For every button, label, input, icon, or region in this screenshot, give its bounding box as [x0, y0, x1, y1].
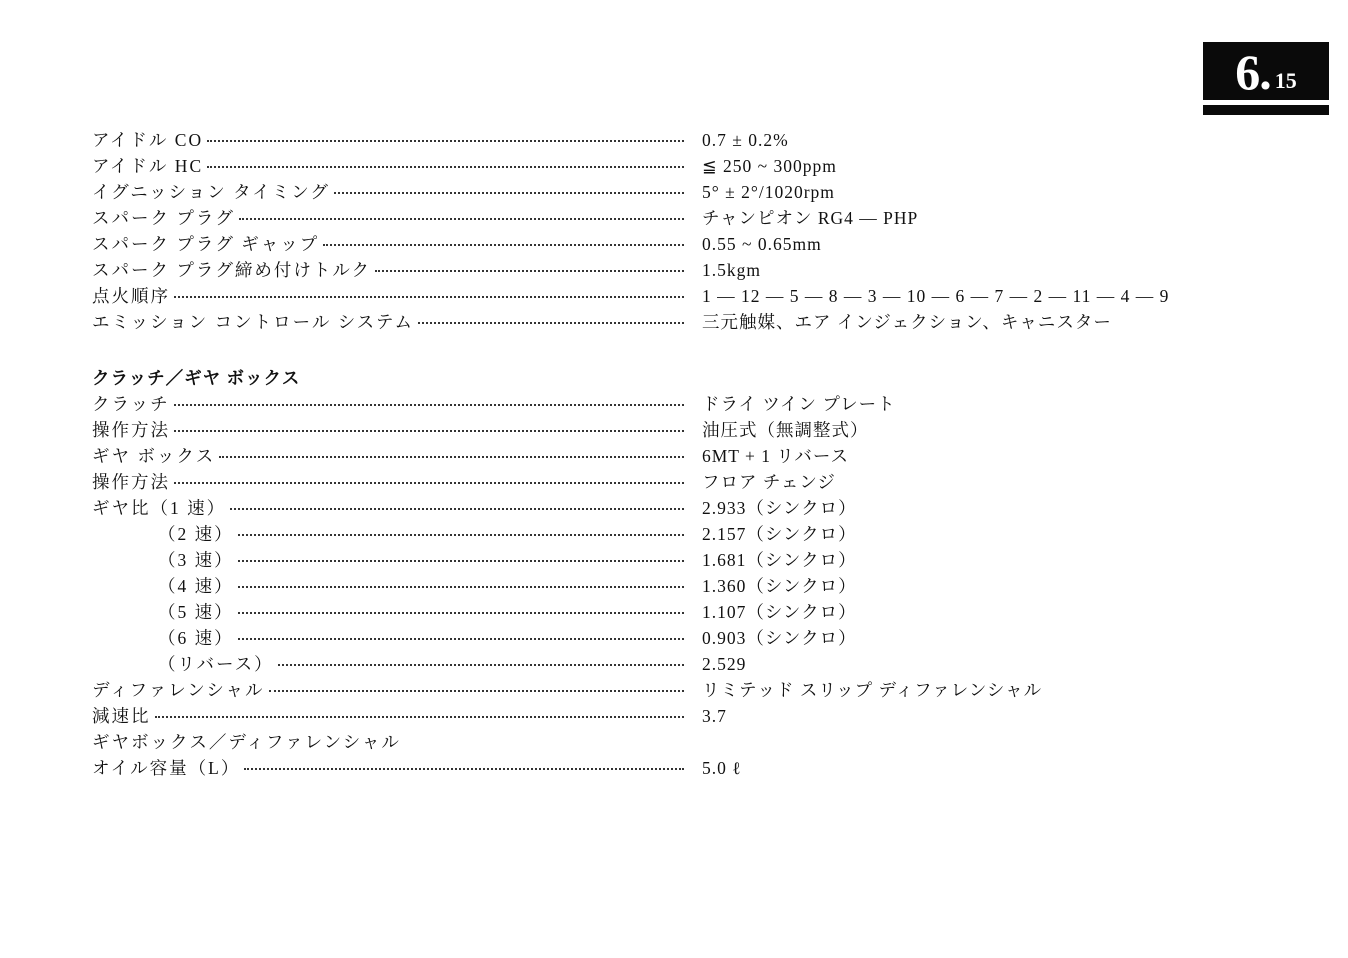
spec-row — [92, 677, 1192, 703]
leader-dots — [174, 430, 684, 432]
spec-row-oil — [92, 755, 1192, 781]
spec-value: フロア チェンジ — [702, 472, 836, 492]
spec-value: 2.157（シンクロ） — [702, 524, 857, 544]
spec-value: 0.903（シンクロ） — [702, 628, 857, 648]
spec-label: ギヤ比（1 速） — [92, 498, 227, 518]
leader-dots — [219, 456, 684, 458]
section-heading: クラッチ／ギヤ ボックス — [92, 368, 301, 388]
spec-label: （リバース） — [158, 654, 274, 674]
engine-spec-list — [92, 127, 1192, 335]
spec-label-wrap — [158, 521, 686, 547]
spec-label-wrap — [158, 651, 686, 677]
leader-dots — [244, 768, 684, 770]
spec-value: 3.7 — [702, 706, 727, 726]
spec-value: 2.529 — [702, 654, 747, 674]
spec-label: 点火順序 — [92, 286, 170, 306]
spec-label: （4 速） — [158, 576, 234, 596]
spec-row — [92, 599, 1192, 625]
spec-row — [92, 257, 1192, 283]
spec-label-wrap — [92, 703, 686, 729]
spec-value: 1.107（シンクロ） — [702, 602, 857, 622]
spec-value: 6MT + 1 リバース — [702, 446, 850, 466]
spec-row — [92, 309, 1192, 335]
spec-value: 1.681（シンクロ） — [702, 550, 857, 570]
spec-row — [92, 547, 1192, 573]
spec-label-wrap — [92, 495, 686, 521]
spec-label: 減速比 — [92, 706, 151, 726]
spec-label-wrap — [92, 309, 686, 335]
spec-label-wrap — [158, 573, 686, 599]
spec-label-wrap — [92, 231, 686, 257]
spec-row-oil-heading — [92, 729, 1192, 755]
leader-dots — [239, 218, 684, 220]
leader-dots — [238, 534, 684, 536]
spec-label: （3 速） — [158, 550, 234, 570]
spec-row — [92, 495, 1192, 521]
spec-label: オイル容量（L） — [92, 758, 241, 778]
leader-dots — [269, 690, 684, 692]
spec-label-wrap — [92, 677, 686, 703]
spec-row — [92, 625, 1192, 651]
spec-label: スパーク プラグ — [92, 208, 235, 228]
spec-label-wrap — [92, 417, 686, 443]
spec-label-wrap — [158, 547, 686, 573]
spec-row — [92, 127, 1192, 153]
spec-row — [92, 179, 1192, 205]
spec-row — [92, 283, 1192, 309]
spec-value: 0.55 ~ 0.65mm — [702, 234, 822, 254]
spec-label-wrap — [158, 625, 686, 651]
leader-dots — [375, 270, 684, 272]
spec-value: 三元触媒、エア インジェクション、キャニスター — [702, 312, 1112, 332]
leader-dots — [174, 296, 684, 298]
spec-row — [92, 521, 1192, 547]
spec-value: 5° ± 2°/1020rpm — [702, 182, 835, 202]
spec-label: （5 速） — [158, 602, 234, 622]
spec-value: 2.933（シンクロ） — [702, 498, 857, 518]
chapter-number: 6. — [1235, 44, 1271, 100]
spec-label-wrap — [92, 391, 686, 417]
spec-row — [92, 443, 1192, 469]
spec-row — [92, 469, 1192, 495]
spec-label: ギヤ ボックス — [92, 446, 216, 466]
spec-value: ≦ 250 ~ 300ppm — [702, 156, 837, 176]
spec-label: アイドル HC — [92, 156, 204, 176]
page-number: 15 — [1274, 68, 1297, 93]
spec-value: 1 — 12 — 5 — 8 — 3 — 10 — 6 — 7 — 2 — 11 — 4 — 9 — [702, 286, 1170, 306]
spec-label: （6 速） — [158, 628, 234, 648]
spec-row — [92, 205, 1192, 231]
leader-dots — [238, 638, 684, 640]
spec-value: ドライ ツイン プレート — [702, 394, 896, 414]
spec-label-wrap — [92, 469, 686, 495]
spec-label-wrap — [92, 257, 686, 283]
spec-label: （2 速） — [158, 524, 234, 544]
leader-dots — [238, 586, 684, 588]
spec-label: アイドル CO — [92, 130, 204, 150]
leader-dots — [207, 166, 684, 168]
clutch-gearbox-section — [92, 365, 1192, 781]
spec-row — [92, 651, 1192, 677]
leader-dots — [155, 716, 685, 718]
spec-label-wrap — [92, 755, 686, 781]
leader-dots — [334, 192, 684, 194]
spec-label-wrap — [92, 283, 686, 309]
spec-row — [92, 391, 1192, 417]
spec-value: 1.5kgm — [702, 260, 761, 280]
spec-value: リミテッド スリップ ディファレンシャル — [702, 680, 1043, 700]
spec-row — [92, 417, 1192, 443]
spec-label: 操作方法 — [92, 420, 170, 440]
spec-label: ギヤボックス／ディファレンシャル — [92, 732, 401, 752]
spec-label: エミッション コントロール システム — [92, 312, 414, 332]
badge-underline — [1203, 105, 1329, 115]
page-number-badge — [1203, 42, 1329, 100]
leader-dots — [207, 140, 684, 142]
spec-value: 油圧式（無調整式） — [702, 420, 869, 440]
spec-value: チャンピオン RG4 — PHP — [702, 208, 919, 228]
spec-label: ディファレンシャル — [92, 680, 265, 700]
spec-value: 1.360（シンクロ） — [702, 576, 857, 596]
clutch-spec-list — [92, 391, 1192, 729]
spec-label: スパーク プラグ ギャップ — [92, 234, 320, 254]
spec-row — [92, 153, 1192, 179]
spec-label: 操作方法 — [92, 472, 170, 492]
leader-dots — [174, 404, 684, 406]
spec-row — [92, 573, 1192, 599]
spec-row — [92, 231, 1192, 257]
leader-dots — [418, 322, 684, 324]
spec-label: クラッチ — [92, 394, 170, 414]
spec-label: スパーク プラグ締め付けトルク — [92, 260, 372, 280]
leader-dots — [230, 508, 684, 510]
spec-value: 0.7 ± 0.2% — [702, 130, 789, 150]
spec-value: 5.0 ℓ — [702, 758, 742, 778]
spec-label-wrap — [92, 205, 686, 231]
spec-label-wrap — [92, 179, 686, 205]
leader-dots — [238, 612, 684, 614]
spec-label-wrap — [158, 599, 686, 625]
leader-dots — [323, 244, 684, 246]
leader-dots — [174, 482, 684, 484]
leader-dots — [238, 560, 684, 562]
spec-label-wrap — [92, 153, 686, 179]
spec-label-wrap — [92, 127, 686, 153]
leader-dots — [278, 664, 684, 666]
spec-row — [92, 703, 1192, 729]
spec-label: イグニッション タイミング — [92, 182, 330, 202]
spec-label-wrap — [92, 443, 686, 469]
